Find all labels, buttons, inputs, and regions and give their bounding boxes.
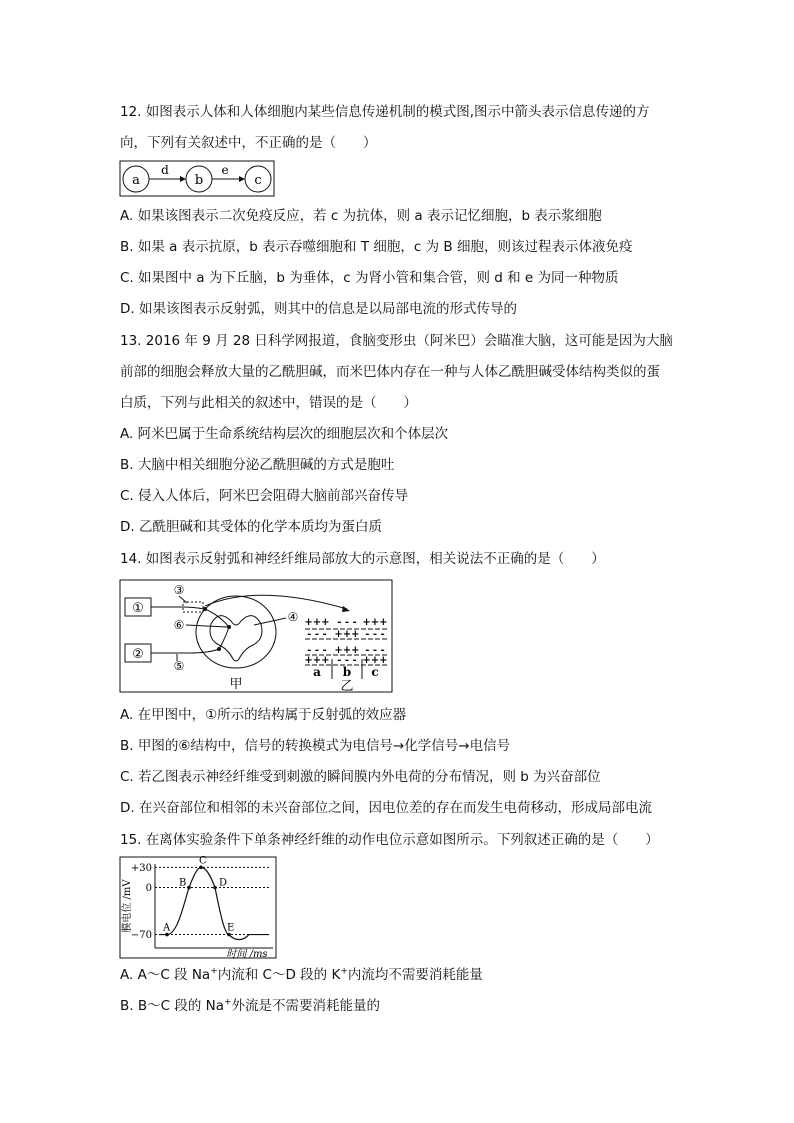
q15-y-label: 膜电位 /mV	[122, 879, 133, 933]
q13-stem-line2: 前部的细胞会释放大量的乙酰胆碱，而米巴体内存在一种与人体乙酰胆碱受体结构类似的蛋	[120, 364, 660, 380]
q14-charge-a-top-out: +++	[304, 617, 330, 628]
q12-arrow-e-head	[239, 176, 245, 182]
q14-stem-line1: 14. 如图表示反射弧和神经纤维局部放大的示意图，相关说法不正确的是（ ）	[120, 551, 605, 567]
q14-charge-c-bot-out: +++	[362, 655, 388, 666]
q12-node-a-label: a	[132, 173, 140, 188]
q14-option-d: D. 在兴奋部位和相邻的未兴奋部位之间，因电位差的存在而发生电荷移动，形成局部电流	[120, 800, 652, 816]
q14-interneuron	[205, 609, 229, 627]
q15-stem-line1: 15. 在离体实验条件下单条神经纤维的动作电位示意如图所示。下列叙述正确的是（ ）	[120, 832, 659, 848]
q12-option-a: A. 如果该图表示二次免疫反应，若 c 为抗体，则 a 表示记忆细胞，b 表示浆细胞	[120, 208, 602, 224]
q12-arrow-e-label: e	[221, 163, 229, 177]
q12-option-c: C. 如果图中 a 为下丘脑，b 为垂体，c 为肾小管和集合管，则 d 和 e 为同一种物质	[120, 270, 619, 286]
q14-charge-c-top-out: +++	[362, 617, 388, 628]
q14-seg-a: a	[313, 665, 321, 679]
q13-option-a: A. 阿米巴属于生命系统结构层次的细胞层次和个体层次	[120, 426, 449, 442]
q14-charge-a-top-in: - - -	[307, 629, 327, 640]
q12-option-d: D. 如果该图表示反射弧，则其中的信息是以局部电流的形式传导的	[120, 301, 517, 317]
q13-option-d: D. 乙酰胆碱和其受体的化学本质均为蛋白质	[120, 519, 382, 535]
q15-point-label-D: D	[219, 877, 228, 889]
q14-charge-b-top-in: +++	[334, 629, 360, 640]
q14-gray-matter	[210, 616, 262, 661]
q15-y-tick-label: −70	[130, 930, 152, 942]
q14-seg-c: c	[371, 665, 379, 679]
q12-arrow-d-label: d	[161, 163, 169, 177]
q14-caption-jia: 甲	[229, 677, 243, 692]
q14-spinal-cord	[196, 596, 276, 668]
q12-diagram	[119, 160, 275, 198]
q14-label-1: ①	[132, 601, 144, 616]
q12-stem-line1: 12. 如图表示人体和人体细胞内某些信息传递机制的模式图,图示中箭头表示信息传递的方	[120, 104, 650, 120]
q14-option-b: B. 甲图的⑥结构中，信号的转换模式为电信号→化学信号→电信号	[120, 738, 511, 754]
q14-option-c: C. 若乙图表示神经纤维受到刺激的瞬间膜内外电荷的分布情况，则 b 为兴奋部位	[120, 769, 601, 785]
q12-stem-line2: 向，下列有关叙述中，不正确的是（ ）	[120, 135, 377, 151]
q14-pointer-4	[254, 618, 286, 625]
q14-seg-b: b	[342, 665, 352, 679]
q15-point-label-E: E	[227, 922, 235, 934]
q15-x-label: 时间 /ms	[226, 949, 268, 960]
q15-point-D	[213, 886, 217, 890]
q14-charge-b-bot-out: - - -	[337, 655, 357, 666]
q14-efferent-fiber	[151, 607, 204, 609]
q14-synapse-path	[219, 627, 229, 649]
q14-label-3: ③	[173, 583, 185, 597]
q14-charge-a-bot-out: +++	[304, 655, 330, 666]
q14-diagram	[119, 579, 394, 694]
q12-arrow-d-head	[180, 176, 186, 182]
q14-pointer-6	[186, 625, 227, 627]
q13-option-c: C. 侵入人体后，阿米巴会阻碍大脑前部兴奋传导	[120, 488, 409, 504]
q15-y-tick-label: +30	[130, 862, 152, 874]
q15-action-potential-chart	[119, 856, 277, 960]
q15-point-label-A: A	[163, 922, 171, 934]
q13-stem-line1: 13. 2016 年 9 月 28 日科学网报道，食脑变形虫（阿米巴）会瞄准大脑，这可能是因为大脑	[120, 333, 673, 349]
q12-node-b-label: b	[194, 173, 204, 188]
q15-point-label-C: C	[199, 856, 207, 867]
q15-option-b: B. B～C 段的 Na+外流是不需要消耗能量的	[120, 997, 381, 1014]
q14-label-5: ⑤	[173, 659, 185, 673]
q14-charge-b-top-out: - - -	[337, 617, 357, 628]
q15-point-label-B: B	[179, 877, 187, 889]
q14-label-2: ②	[132, 647, 144, 662]
q14-charge-c-top-in: - - -	[365, 629, 385, 640]
q13-option-b: B. 大脑中相关细胞分泌乙酰胆碱的方式是胞吐	[120, 457, 395, 473]
q15-potential-curve	[159, 867, 269, 939]
q12-node-c-label: c	[254, 173, 262, 188]
q14-charge-c-bot-in: - - -	[365, 645, 385, 656]
q13-stem-line3: 白质，下列与此相关的叙述中，错误的是（ ）	[120, 395, 417, 411]
q14-zoom-arrow-head	[342, 606, 350, 612]
q14-label-6: ⑥	[173, 618, 185, 632]
q15-point-B	[187, 886, 191, 890]
q14-charge-a-bot-in: - - -	[307, 645, 327, 656]
q14-afferent-fiber	[151, 649, 219, 653]
q14-label-4: ④	[287, 610, 299, 624]
q15-option-a: A. A～C 段 Na+内流和 C～D 段的 K+内流均不需要消耗能量	[120, 966, 483, 983]
q12-option-b: B. 如果 a 表示抗原，b 表示吞噬细胞和 T 细胞，c 为 B 细胞，则该过程表示体液免疫	[120, 239, 633, 255]
q14-caption-yi: 乙	[340, 679, 354, 694]
q15-y-tick-label: 0	[145, 883, 152, 895]
q14-option-a: A. 在甲图中，①所示的结构属于反射弧的效应器	[120, 707, 407, 723]
q14-charge-b-bot-in: +++	[334, 645, 360, 656]
